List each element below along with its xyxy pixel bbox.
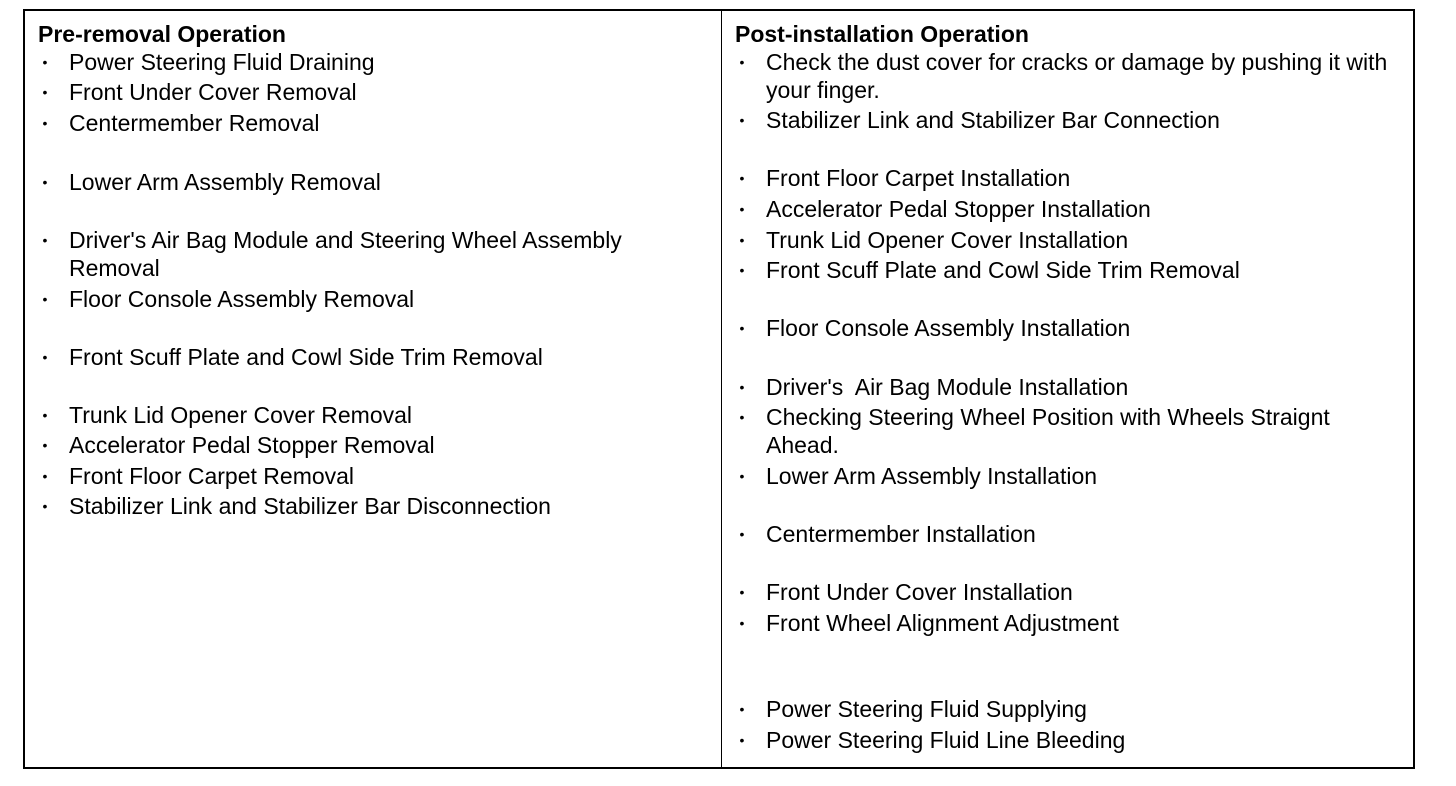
list-item-text: Floor Console Assembly Installation	[766, 315, 1131, 341]
list-item-text: Power Steering Fluid Draining	[69, 49, 375, 75]
list-item-text: Lower Arm Assembly Installation	[766, 463, 1098, 489]
list-item-text: Check the dust cover for cracks or damage by pushing it with your finger.	[766, 49, 1388, 103]
bullet-icon: •	[42, 349, 48, 365]
bullet-icon: •	[42, 84, 48, 100]
list-item-text: Front Under Cover Installation	[766, 579, 1073, 605]
bullet-icon: •	[739, 732, 745, 748]
list-item-text: Front Scuff Plate and Cowl Side Trim Removal	[766, 257, 1240, 283]
bullet-icon: •	[739, 615, 745, 631]
list-item-text: Power Steering Fluid Line Bleeding	[766, 727, 1126, 753]
bullet-icon: •	[739, 170, 745, 186]
list-item-text: Accelerator Pedal Stopper Installation	[766, 196, 1151, 222]
bullet-icon: •	[42, 115, 48, 131]
list-item-text: Floor Console Assembly Removal	[69, 286, 415, 312]
list-item-text: Lower Arm Assembly Removal	[69, 169, 381, 195]
bullet-icon: •	[739, 232, 745, 248]
bullet-icon: •	[42, 174, 48, 190]
bullet-icon: •	[42, 232, 48, 248]
bullet-icon: •	[739, 468, 745, 484]
list-item-text: Trunk Lid Opener Cover Installation	[766, 227, 1129, 253]
list-item	[722, 49, 1402, 105]
post-installation-column	[722, 11, 1413, 767]
post-installation-title: Post-installation Operation	[735, 21, 1029, 47]
bullet-icon: •	[739, 262, 745, 278]
list-item-text: Front Under Cover Removal	[69, 79, 357, 105]
list-item	[25, 227, 715, 283]
list-item-text: Power Steering Fluid Supplying	[766, 696, 1087, 722]
list-item-text: Driver's Air Bag Module Installation	[766, 374, 1129, 400]
pre-removal-title: Pre-removal Operation	[38, 21, 286, 47]
list-item-text: Trunk Lid Opener Cover Removal	[69, 402, 413, 428]
list-item-text: Checking Steering Wheel Position with Wheels Straignt Ahead.	[766, 404, 1330, 458]
list-item-text: Accelerator Pedal Stopper Removal	[69, 432, 435, 458]
pre-removal-column	[25, 11, 722, 767]
bullet-icon: •	[42, 468, 48, 484]
list-item-text: Stabilizer Link and Stabilizer Bar Connection	[766, 107, 1220, 133]
list-item-text: Centermember Installation	[766, 521, 1036, 547]
bullet-icon: •	[42, 54, 48, 70]
bullet-icon: •	[739, 112, 745, 128]
bullet-icon: •	[739, 54, 745, 70]
list-item-text: Centermember Removal	[69, 110, 320, 136]
bullet-icon: •	[739, 320, 745, 336]
bullet-icon: •	[739, 409, 745, 425]
list-item-text: Front Floor Carpet Removal	[69, 463, 355, 489]
bullet-icon: •	[739, 526, 745, 542]
list-item-text: Driver's Air Bag Module and Steering Wheel Assembly Removal	[69, 227, 622, 281]
bullet-icon: •	[42, 407, 48, 423]
bullet-icon: •	[42, 437, 48, 453]
bullet-icon: •	[739, 701, 745, 717]
list-item-text: Front Wheel Alignment Adjustment	[766, 610, 1119, 636]
list-item	[722, 404, 1402, 460]
bullet-icon: •	[42, 498, 48, 514]
list-item-text: Stabilizer Link and Stabilizer Bar Disconnection	[69, 493, 551, 519]
bullet-icon: •	[739, 201, 745, 217]
operations-table	[23, 9, 1415, 769]
bullet-icon: •	[42, 291, 48, 307]
list-item-text: Front Floor Carpet Installation	[766, 165, 1071, 191]
list-item-text: Front Scuff Plate and Cowl Side Trim Removal	[69, 344, 543, 370]
bullet-icon: •	[739, 379, 745, 395]
bullet-icon: •	[739, 584, 745, 600]
